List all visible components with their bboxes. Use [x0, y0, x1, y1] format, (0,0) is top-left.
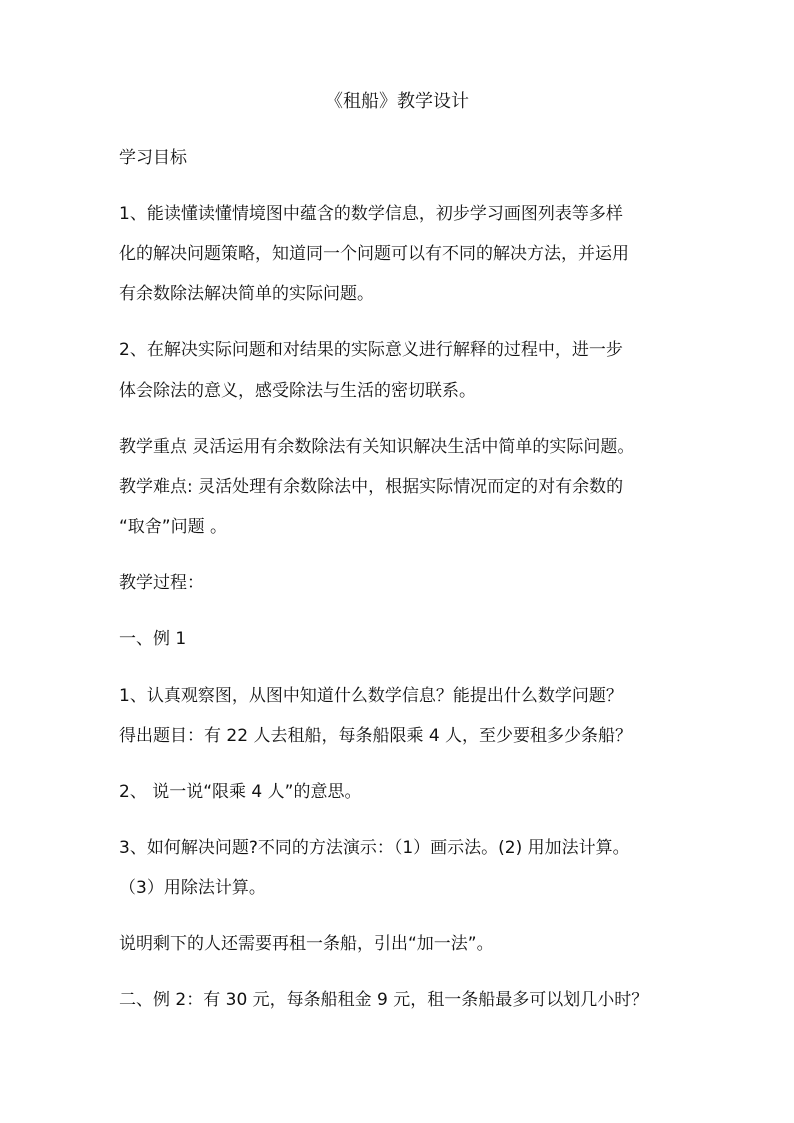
- teaching-difficulty-line-1: 教学难点: 灵活处理有余数除法中，根据实际情况而定的对有余数的: [119, 477, 624, 497]
- teaching-difficulty-line-2: “取舍”问题 。: [119, 517, 228, 537]
- step-1-line-1: 1、认真观察图，从图中知道什么数学信息？能提出什么数学问题？: [119, 686, 623, 706]
- document-title: 《租船》教学设计: [325, 91, 469, 112]
- goal-2-line-1: 2、在解决实际问题和对结果的实际意义进行解释的过程中，进一步: [119, 340, 623, 360]
- step-3-line-1: 3、如何解决问题?不同的方法演示：（1）画示法。(2) 用加法计算。: [119, 838, 630, 858]
- goal-2-line-2: 体会除法的意义，感受除法与生活的密切联系。: [119, 381, 476, 401]
- step-1-line-2: 得出题目：有 22 人去租船，每条船限乘 4 人，至少要租多少条船？: [119, 726, 633, 746]
- example-2-line: 二、例 2：有 30 元，每条船租金 9 元，租一条船最多可以划几小时？: [119, 990, 649, 1010]
- heading-learning-goals: 学习目标: [119, 148, 187, 168]
- step-3-line-2: （3）用除法计算。: [119, 878, 266, 898]
- goal-1-line-2: 化的解决问题策略，知道同一个问题可以有不同的解决方法，并运用: [119, 244, 629, 264]
- heading-teaching-process: 教学过程：: [119, 573, 204, 593]
- teaching-focus: 教学重点 灵活运用有余数除法有关知识解决生活中简单的实际问题。: [119, 437, 635, 457]
- goal-1-line-1: 1、能读懂读懂情境图中蕴含的数学信息，初步学习画图列表等多样: [119, 204, 623, 224]
- step-2: 2、 说一说“限乘 4 人”的意思。: [119, 782, 362, 802]
- example-1-heading: 一、例 1: [119, 629, 187, 649]
- explanation-line: 说明剩下的人还需要再租一条船，引出“加一法”。: [119, 934, 494, 954]
- goal-1-line-3: 有余数除法解决简单的实际问题。: [119, 284, 374, 304]
